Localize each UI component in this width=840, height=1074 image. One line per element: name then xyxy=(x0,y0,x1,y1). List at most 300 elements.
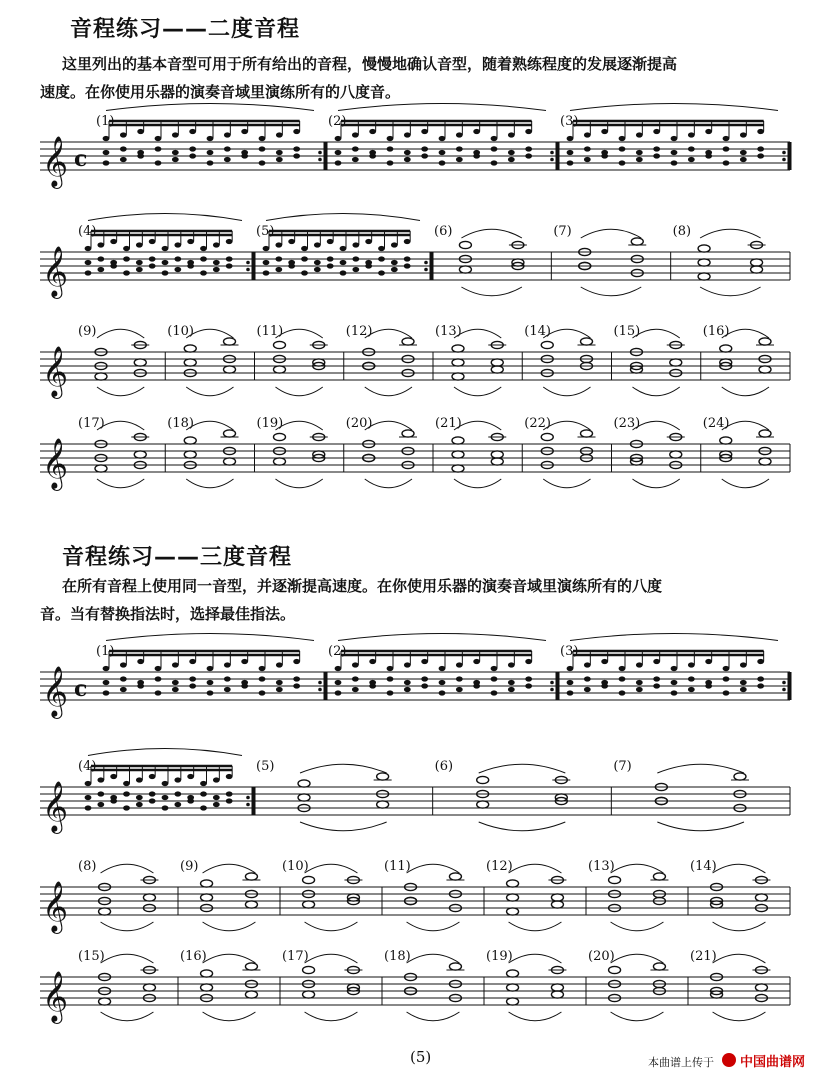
note-head xyxy=(352,267,359,272)
note-head xyxy=(491,160,498,165)
note-head xyxy=(525,146,532,151)
note-head xyxy=(439,160,446,165)
note-head xyxy=(740,687,747,692)
note-head xyxy=(172,132,179,137)
whole-note-head xyxy=(224,430,236,437)
repeat-dot xyxy=(318,151,322,155)
note-head xyxy=(525,129,532,134)
note-head xyxy=(149,774,156,779)
note-head xyxy=(259,690,266,695)
note-head xyxy=(671,160,678,165)
note-head xyxy=(172,662,179,667)
note-head xyxy=(213,260,220,265)
note-head xyxy=(387,136,394,141)
note-head xyxy=(391,260,398,265)
note-head xyxy=(491,676,498,681)
staff-system xyxy=(0,859,840,945)
note-head xyxy=(473,680,480,685)
note-head xyxy=(439,680,446,685)
repeat-dot xyxy=(782,158,786,162)
common-time-icon: c xyxy=(74,676,88,702)
staff-svg xyxy=(0,765,840,855)
note-head xyxy=(259,146,266,151)
note-head xyxy=(335,136,342,141)
note-head xyxy=(456,146,463,151)
whole-note-head xyxy=(631,238,643,245)
repeat-dot xyxy=(782,688,786,692)
staff-system xyxy=(0,416,840,512)
note-head xyxy=(456,676,463,681)
note-head xyxy=(137,150,144,155)
note-head xyxy=(155,666,162,671)
note-head xyxy=(136,260,143,265)
slur xyxy=(570,104,778,111)
note-head xyxy=(120,676,127,681)
note-head xyxy=(174,802,181,807)
note-head xyxy=(136,777,143,782)
note-head xyxy=(162,246,169,251)
whole-note-head xyxy=(224,338,236,345)
repeat-dot xyxy=(246,796,250,800)
exercise-number: (2) xyxy=(328,114,347,129)
exercise-number: (6) xyxy=(434,224,453,239)
whole-note-head xyxy=(670,359,682,366)
note-head xyxy=(404,263,411,268)
staff-system xyxy=(0,949,840,1035)
note-head xyxy=(352,146,359,151)
slur xyxy=(101,954,154,963)
whole-note-head xyxy=(201,880,213,887)
note-head xyxy=(584,676,591,681)
note-head xyxy=(653,146,660,151)
note-head xyxy=(491,136,498,141)
whole-note-head xyxy=(452,451,464,458)
exercise-number: (18) xyxy=(167,416,194,431)
common-time-icon: c xyxy=(74,146,88,172)
note-head xyxy=(172,680,179,685)
slur xyxy=(407,922,460,931)
whole-note-head xyxy=(551,894,563,901)
note-head xyxy=(671,666,678,671)
whole-note-head xyxy=(95,465,107,472)
whole-note-head xyxy=(245,873,257,880)
note-head xyxy=(187,260,194,265)
note-head xyxy=(688,132,695,137)
note-head xyxy=(525,153,532,158)
note-head xyxy=(387,666,394,671)
note-head xyxy=(189,153,196,158)
note-head xyxy=(508,687,515,692)
note-head xyxy=(387,160,394,165)
whole-note-head xyxy=(459,241,471,248)
section1-title: 音程练习——二度音程 xyxy=(70,17,301,42)
note-head xyxy=(391,242,398,247)
note-head xyxy=(340,270,347,275)
note-head xyxy=(567,666,574,671)
note-head xyxy=(259,136,266,141)
note-head xyxy=(391,267,398,272)
exercise-number: (19) xyxy=(486,949,513,964)
site-logo-text: 中国曲谱网 xyxy=(740,1055,806,1070)
note-head xyxy=(584,132,591,137)
note-head xyxy=(120,132,127,137)
whole-note-head xyxy=(751,266,763,273)
note-head xyxy=(740,680,747,685)
note-head xyxy=(723,676,730,681)
exercise-number: (21) xyxy=(690,949,717,964)
exercise-number: (20) xyxy=(588,949,615,964)
repeat-dot xyxy=(550,158,554,162)
slur xyxy=(97,387,144,396)
note-head xyxy=(653,683,660,688)
note-head xyxy=(120,157,127,162)
note-head xyxy=(340,260,347,265)
note-head xyxy=(688,687,695,692)
whole-note-head xyxy=(698,259,710,266)
note-head xyxy=(207,150,214,155)
exercise-number: (11) xyxy=(256,324,284,339)
slur xyxy=(454,479,501,488)
exercise-number: (19) xyxy=(256,416,284,431)
slur xyxy=(479,822,566,831)
treble-clef-icon: 𝄞 xyxy=(42,781,69,832)
whole-note-head xyxy=(452,465,464,472)
note-head xyxy=(293,129,300,134)
note-head xyxy=(301,256,308,261)
note-head xyxy=(671,136,678,141)
note-head xyxy=(601,659,608,664)
note-head xyxy=(584,662,591,667)
treble-clef-icon: 𝄞 xyxy=(42,971,69,1022)
whole-note-head xyxy=(759,458,771,465)
exercise-number: (1) xyxy=(96,114,115,129)
section1-paragraph-line1: 这里列出的基本音型可用于所有给出的音程，慢慢地确认音型，随着熟练程度的发展逐渐提高 xyxy=(62,55,678,73)
note-head xyxy=(123,781,130,786)
note-head xyxy=(259,160,266,165)
note-head xyxy=(172,157,179,162)
note-head xyxy=(314,242,321,247)
treble-clef-icon: 𝄞 xyxy=(42,666,69,717)
whole-note-head xyxy=(273,458,285,465)
note-head xyxy=(671,680,678,685)
note-head xyxy=(224,146,231,151)
note-head xyxy=(189,683,196,688)
note-head xyxy=(97,267,104,272)
whole-note-head xyxy=(143,894,155,901)
exercise-number: (17) xyxy=(78,416,105,431)
exercise-number: (22) xyxy=(524,416,551,431)
note-head xyxy=(421,153,428,158)
note-head xyxy=(85,246,92,251)
note-head xyxy=(187,239,194,244)
exercise-number: (20) xyxy=(345,416,373,431)
note-head xyxy=(740,132,747,137)
note-head xyxy=(288,239,295,244)
staff-svg xyxy=(0,330,840,420)
slur xyxy=(581,287,642,296)
whole-note-head xyxy=(491,366,503,373)
note-head xyxy=(335,680,342,685)
note-head xyxy=(293,659,300,664)
note-head xyxy=(491,690,498,695)
note-head xyxy=(213,777,220,782)
whole-note-head xyxy=(759,338,771,345)
note-head xyxy=(525,683,532,688)
slur xyxy=(543,479,590,488)
note-head xyxy=(136,802,143,807)
note-head xyxy=(456,132,463,137)
slur xyxy=(611,922,664,931)
note-head xyxy=(155,160,162,165)
slur xyxy=(101,1012,154,1021)
note-head xyxy=(97,791,104,796)
note-head xyxy=(567,150,574,155)
whole-note-head xyxy=(134,359,146,366)
note-head xyxy=(162,270,169,275)
note-head xyxy=(525,659,532,664)
repeat-dot xyxy=(550,151,554,155)
staff-svg xyxy=(0,120,840,210)
slur xyxy=(407,954,460,963)
note-head xyxy=(619,676,626,681)
note-head xyxy=(174,791,181,796)
note-head xyxy=(174,267,181,272)
note-head xyxy=(508,680,515,685)
whole-note-head xyxy=(609,966,621,973)
note-head xyxy=(352,676,359,681)
staff-svg xyxy=(0,955,840,1045)
whole-note-head xyxy=(303,966,315,973)
note-head xyxy=(757,676,764,681)
slur xyxy=(543,387,590,396)
treble-clef-icon: 𝄞 xyxy=(42,346,69,397)
note-head xyxy=(369,150,376,155)
slur xyxy=(305,922,358,931)
repeat-dot xyxy=(782,151,786,155)
whole-note-head xyxy=(201,894,213,901)
note-head xyxy=(567,136,574,141)
whole-note-head xyxy=(134,451,146,458)
note-head xyxy=(456,662,463,667)
slur xyxy=(407,1012,460,1021)
note-head xyxy=(404,256,411,261)
note-head xyxy=(172,687,179,692)
note-head xyxy=(352,242,359,247)
whole-note-head xyxy=(224,366,236,373)
note-head xyxy=(103,160,110,165)
slur xyxy=(275,479,322,488)
note-head xyxy=(335,690,342,695)
slur xyxy=(97,329,144,338)
note-head xyxy=(174,777,181,782)
exercise-number: (16) xyxy=(702,324,730,339)
repeat-dot xyxy=(318,688,322,692)
note-head xyxy=(473,150,480,155)
note-head xyxy=(421,146,428,151)
note-head xyxy=(601,150,608,155)
note-head xyxy=(276,687,283,692)
whole-note-head xyxy=(751,259,763,266)
whole-note-head xyxy=(507,894,519,901)
note-head xyxy=(301,246,308,251)
note-head xyxy=(740,150,747,155)
note-head xyxy=(491,146,498,151)
note-head xyxy=(601,680,608,685)
note-head xyxy=(207,160,214,165)
exercise-number: (10) xyxy=(282,859,309,874)
note-head xyxy=(200,246,207,251)
note-head xyxy=(155,136,162,141)
note-head xyxy=(155,676,162,681)
note-head xyxy=(97,242,104,247)
note-head xyxy=(404,132,411,137)
slur xyxy=(509,864,562,873)
note-head xyxy=(757,146,764,151)
whole-note-head xyxy=(273,341,285,348)
staff-system xyxy=(0,644,840,730)
exercise-number: (7) xyxy=(613,759,632,774)
note-head xyxy=(123,791,130,796)
exercise-number: (9) xyxy=(180,859,199,874)
note-head xyxy=(189,659,196,664)
note-head xyxy=(275,256,282,261)
note-head xyxy=(421,683,428,688)
note-head xyxy=(110,260,117,265)
note-head xyxy=(97,256,104,261)
slur xyxy=(365,479,412,488)
note-head xyxy=(404,662,411,667)
whole-note-head xyxy=(303,876,315,883)
note-head xyxy=(525,676,532,681)
slur xyxy=(305,954,358,963)
whole-note-head xyxy=(245,901,257,908)
exercise-number: (8) xyxy=(672,224,692,239)
exercise-number: (23) xyxy=(613,416,641,431)
note-head xyxy=(508,132,515,137)
exercise-number: (14) xyxy=(524,324,551,339)
note-head xyxy=(85,781,92,786)
note-head xyxy=(421,676,428,681)
slur xyxy=(461,229,522,238)
note-head xyxy=(293,146,300,151)
slur xyxy=(611,864,664,873)
note-head xyxy=(120,662,127,667)
exercise-number: (17) xyxy=(282,949,309,964)
slur xyxy=(509,922,562,931)
note-head xyxy=(162,781,169,786)
note-head xyxy=(174,242,181,247)
whole-note-head xyxy=(507,908,519,915)
note-head xyxy=(155,690,162,695)
exercise-number: (10) xyxy=(167,324,194,339)
note-head xyxy=(224,676,231,681)
note-head xyxy=(653,129,660,134)
repeat-dot xyxy=(424,261,428,265)
slur xyxy=(713,922,766,931)
section2-title: 音程练习——三度音程 xyxy=(62,545,293,570)
note-head xyxy=(174,256,181,261)
note-head xyxy=(137,680,144,685)
note-head xyxy=(619,136,626,141)
whole-note-head xyxy=(303,901,315,908)
note-head xyxy=(276,150,283,155)
whole-note-head xyxy=(184,451,196,458)
whole-note-head xyxy=(184,345,196,352)
slur xyxy=(300,764,387,773)
slur xyxy=(454,387,501,396)
section1-paragraph-line2: 速度。在你使用乐器的演奏音域里演练所有的八度音。 xyxy=(40,83,401,101)
whole-note-head xyxy=(734,773,746,780)
note-head xyxy=(213,267,220,272)
repeat-dot xyxy=(246,268,250,272)
page-number: (5) xyxy=(410,1048,432,1066)
note-head xyxy=(226,798,233,803)
staff-system xyxy=(0,324,840,410)
note-head xyxy=(207,666,214,671)
whole-note-head xyxy=(609,876,621,883)
exercise-number: (3) xyxy=(560,644,579,659)
whole-note-head xyxy=(720,437,732,444)
note-head xyxy=(241,129,248,134)
note-head xyxy=(723,666,730,671)
repeat-dot xyxy=(550,681,554,685)
note-head xyxy=(123,246,130,251)
note-head xyxy=(421,659,428,664)
note-head xyxy=(723,136,730,141)
whole-note-head xyxy=(245,991,257,998)
note-head xyxy=(213,795,220,800)
note-head xyxy=(110,795,117,800)
note-head xyxy=(723,146,730,151)
note-head xyxy=(123,256,130,261)
slur xyxy=(657,822,744,831)
note-head xyxy=(187,774,194,779)
note-head xyxy=(567,160,574,165)
note-head xyxy=(136,242,143,247)
slur xyxy=(203,864,256,873)
whole-note-head xyxy=(298,794,310,801)
note-head xyxy=(688,157,695,162)
note-head xyxy=(653,659,660,664)
exercise-number: (8) xyxy=(78,859,97,874)
section2-paragraph-line1: 在所有音程上使用同一音型，并逐渐提高速度。在你使用乐器的演奏音域里演练所有的八度 xyxy=(62,577,663,595)
note-head xyxy=(473,129,480,134)
note-head xyxy=(224,687,231,692)
staff-svg xyxy=(0,650,840,740)
note-head xyxy=(387,146,394,151)
note-head xyxy=(276,662,283,667)
note-head xyxy=(149,256,156,261)
slur xyxy=(106,634,314,641)
slur xyxy=(722,479,769,488)
whole-note-head xyxy=(201,984,213,991)
note-head xyxy=(705,150,712,155)
slur xyxy=(713,954,766,963)
whole-note-head xyxy=(224,458,236,465)
note-head xyxy=(369,680,376,685)
note-head xyxy=(688,676,695,681)
note-head xyxy=(671,150,678,155)
slur xyxy=(97,479,144,488)
note-head xyxy=(335,150,342,155)
staff-svg xyxy=(0,865,840,955)
note-head xyxy=(740,662,747,667)
note-head xyxy=(335,160,342,165)
whole-note-head xyxy=(581,430,593,437)
note-head xyxy=(226,239,233,244)
note-head xyxy=(85,805,92,810)
note-head xyxy=(636,680,643,685)
